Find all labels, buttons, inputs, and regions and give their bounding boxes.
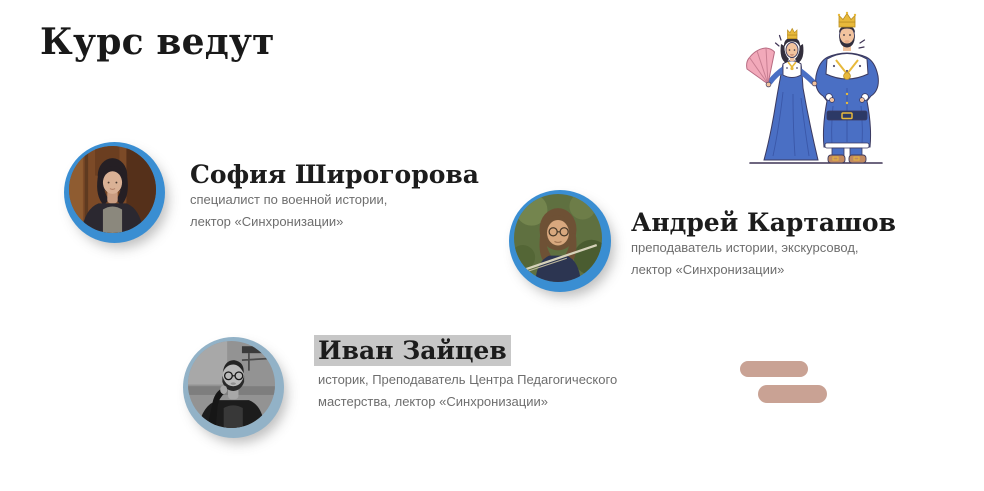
king-and-queen-illustration	[743, 2, 895, 168]
avatar-ivan	[183, 337, 284, 438]
instructor-name-andrey: Андрей Карташов	[631, 208, 896, 237]
photo-andrey	[514, 194, 602, 282]
photo-ivan	[188, 341, 275, 428]
king-and-queen-svg	[743, 2, 895, 168]
instructor-desc-ivan: историк, Преподаватель Центра Педагогического мастерства, лектор «Синхронизации»	[318, 372, 618, 409]
avatar-andrey	[509, 190, 611, 292]
decor-pill-bottom	[758, 385, 827, 403]
avatar-sofia	[64, 142, 165, 243]
section-title: Курс ведут	[40, 21, 275, 63]
instructor-name-ivan	[318, 337, 511, 365]
instructor-desc-sofia: специалист по военной истории, лектор «Синхронизации»	[190, 192, 388, 229]
decor-pill-top	[740, 361, 808, 377]
selected-text-highlight: Иван Зайцев	[314, 335, 511, 366]
photo-sofia	[69, 146, 156, 233]
instructor-name-sofia: София Широгорова	[190, 160, 479, 189]
instructor-desc-andrey: преподаватель истории, экскурсовод, лектор «Синхронизации»	[631, 240, 859, 277]
